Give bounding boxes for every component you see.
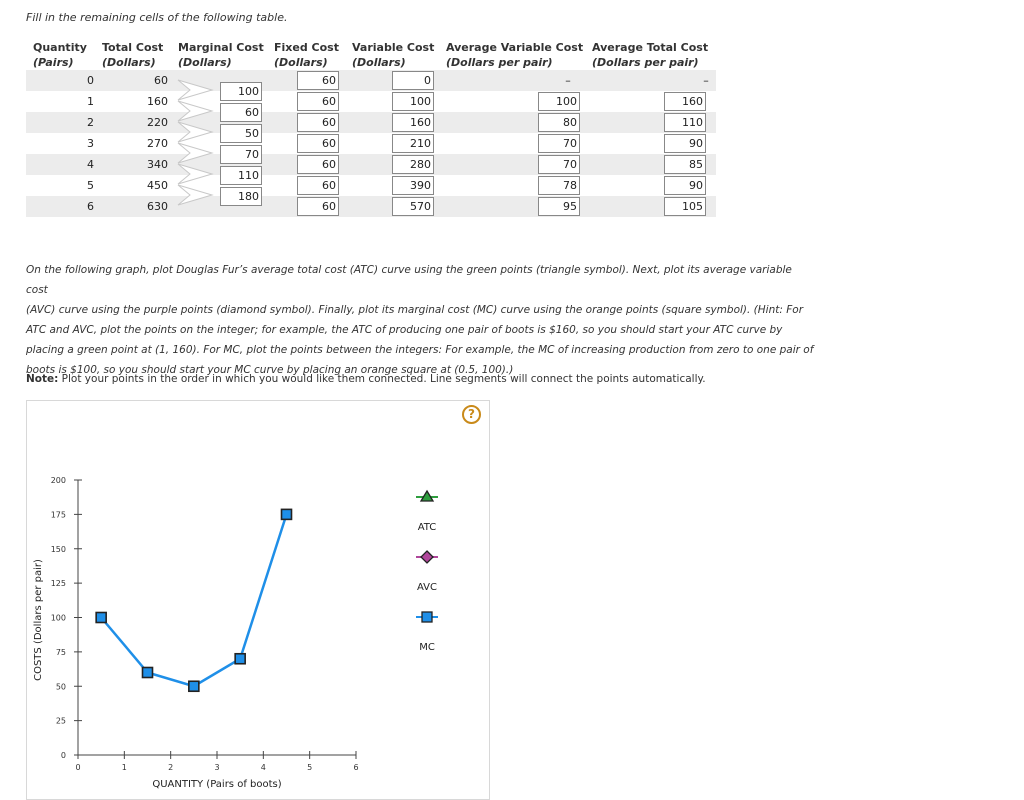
quantity-cell: 3 — [87, 137, 94, 150]
mc-point[interactable] — [143, 668, 153, 678]
atc-input[interactable]: 90 — [664, 134, 706, 153]
atc-input[interactable]: 85 — [664, 155, 706, 174]
y-tick-label: 0 — [60, 751, 66, 760]
total-cost-cell: 220 — [147, 116, 168, 129]
marginal-cost-input[interactable]: 70 — [220, 145, 262, 164]
atc-input[interactable]: 90 — [664, 176, 706, 195]
avc-input[interactable]: 100 — [538, 92, 580, 111]
x-tick-label: 6 — [353, 763, 359, 772]
legend-label: AVC — [416, 582, 438, 593]
total-cost-cell: 60 — [154, 74, 168, 87]
fixed-cost-input[interactable]: 60 — [297, 176, 339, 195]
fixed-cost-input[interactable]: 60 — [297, 134, 339, 153]
quantity-cell: 0 — [87, 74, 94, 87]
y-tick-label: 125 — [50, 579, 66, 589]
marginal-cost-input[interactable]: 180 — [220, 187, 262, 206]
fixed-cost-input[interactable]: 60 — [297, 197, 339, 216]
avc-input[interactable]: 80 — [538, 113, 580, 132]
header-quantity: Quantity (Pairs) — [33, 41, 87, 69]
header-average-variable-cost: Average Variable Cost (Dollars per pair) — [446, 41, 584, 69]
header-marginal-cost: Marginal Cost (Dollars) — [178, 41, 264, 69]
variable-cost-input[interactable]: 160 — [392, 113, 434, 132]
avc-input[interactable]: 70 — [538, 155, 580, 174]
quantity-cell: 5 — [87, 179, 94, 192]
instruction-line: placing a green point at (1, 160). For MC, plot the points between the integers: For example, the MC of increasing production from zero to one pair of — [26, 344, 814, 356]
instruction-line: boots is $100, so you should start your MC curve by placing an orange square at (0.5, 100).) — [26, 364, 514, 376]
fixed-cost-input[interactable]: 60 — [297, 71, 339, 90]
atc-input[interactable]: 105 — [664, 197, 706, 216]
note-body: Plot your points in the order in which you would like them connected. Line segments will connect the points automatically. — [58, 373, 706, 385]
help-icon[interactable]: ? — [462, 405, 481, 424]
x-tick-label: 2 — [168, 763, 174, 772]
variable-cost-input[interactable]: 210 — [392, 134, 434, 153]
instruction-line: (AVC) curve using the purple points (diamond symbol). Finally, plot its marginal cost (MC) curve using the orange points (square symbol). (Hint: For — [26, 304, 804, 316]
header-average-total-cost: Average Total Cost (Dollars per pair) — [592, 41, 709, 69]
quantity-cell: 4 — [87, 158, 94, 171]
avc-cell: – — [565, 74, 571, 87]
header-variable-cost: Variable Cost (Dollars) — [352, 41, 435, 69]
variable-cost-input[interactable]: 0 — [392, 71, 434, 90]
atc-input[interactable]: 110 — [664, 113, 706, 132]
mc-point[interactable] — [235, 654, 245, 664]
total-cost-cell: 340 — [147, 158, 168, 171]
marginal-cost-input[interactable]: 60 — [220, 103, 262, 122]
fixed-cost-input[interactable]: 60 — [297, 92, 339, 111]
avc-input[interactable]: 95 — [538, 197, 580, 216]
mc-square-icon[interactable] — [422, 612, 432, 622]
legend-label: ATC — [417, 522, 437, 533]
y-tick-label: 200 — [50, 476, 66, 485]
x-tick-label: 4 — [260, 763, 266, 772]
header-total-cost: Total Cost (Dollars) — [102, 41, 164, 69]
y-tick-label: 50 — [55, 682, 66, 692]
marginal-cost-input[interactable]: 50 — [220, 124, 262, 143]
x-tick-label: 5 — [307, 763, 313, 772]
total-cost-cell: 450 — [147, 179, 168, 192]
fixed-cost-input[interactable]: 60 — [297, 155, 339, 174]
legend-label: MC — [419, 642, 435, 653]
note-label: Note: — [26, 373, 59, 385]
quantity-cell: 6 — [87, 200, 94, 213]
x-axis-label: QUANTITY (Pairs of boots) — [152, 779, 282, 790]
quantity-cell: 1 — [87, 95, 94, 108]
variable-cost-input[interactable]: 280 — [392, 155, 434, 174]
atc-input[interactable]: 160 — [664, 92, 706, 111]
total-cost-cell: 630 — [147, 200, 168, 213]
variable-cost-input[interactable]: 390 — [392, 176, 434, 195]
instruction-text: Fill in the remaining cells of the following table. — [26, 11, 288, 24]
avc-input[interactable]: 70 — [538, 134, 580, 153]
y-tick-label: 150 — [50, 544, 66, 554]
variable-cost-input[interactable]: 570 — [392, 197, 434, 216]
y-tick-label: 100 — [50, 613, 66, 623]
mc-curve-line — [101, 514, 286, 686]
marginal-cost-input[interactable]: 110 — [220, 166, 262, 185]
avc-diamond-icon[interactable] — [421, 551, 433, 563]
mc-point[interactable] — [282, 509, 292, 519]
y-tick-label: 75 — [55, 647, 66, 657]
quantity-cell: 2 — [87, 116, 94, 129]
atc-cell: – — [703, 74, 709, 87]
y-tick-label: 25 — [55, 716, 66, 726]
fixed-cost-input[interactable]: 60 — [297, 113, 339, 132]
total-cost-cell: 160 — [147, 95, 168, 108]
header-fixed-cost: Fixed Cost (Dollars) — [274, 41, 339, 69]
instruction-line: On the following graph, plot Douglas Fur’s average total cost (ATC) curve using the green points (triangle symbol). Next, plot its average variable cost — [26, 264, 792, 296]
mc-point[interactable] — [96, 613, 106, 623]
x-tick-label: 3 — [214, 763, 220, 772]
variable-cost-input[interactable]: 100 — [392, 92, 434, 111]
avc-input[interactable]: 78 — [538, 176, 580, 195]
x-tick-label: 0 — [75, 763, 81, 772]
marginal-cost-input[interactable]: 100 — [220, 82, 262, 101]
y-tick-label: 175 — [50, 510, 66, 520]
mc-point[interactable] — [189, 681, 199, 691]
y-axis-label: COSTS (Dollars per pair) — [33, 559, 44, 681]
x-tick-label: 1 — [121, 763, 127, 772]
total-cost-cell: 270 — [147, 137, 168, 150]
instruction-line: ATC and AVC, plot the points on the integer; for example, the ATC of producing one pair of boots is $160, so you should start your ATC curve by — [26, 324, 783, 336]
